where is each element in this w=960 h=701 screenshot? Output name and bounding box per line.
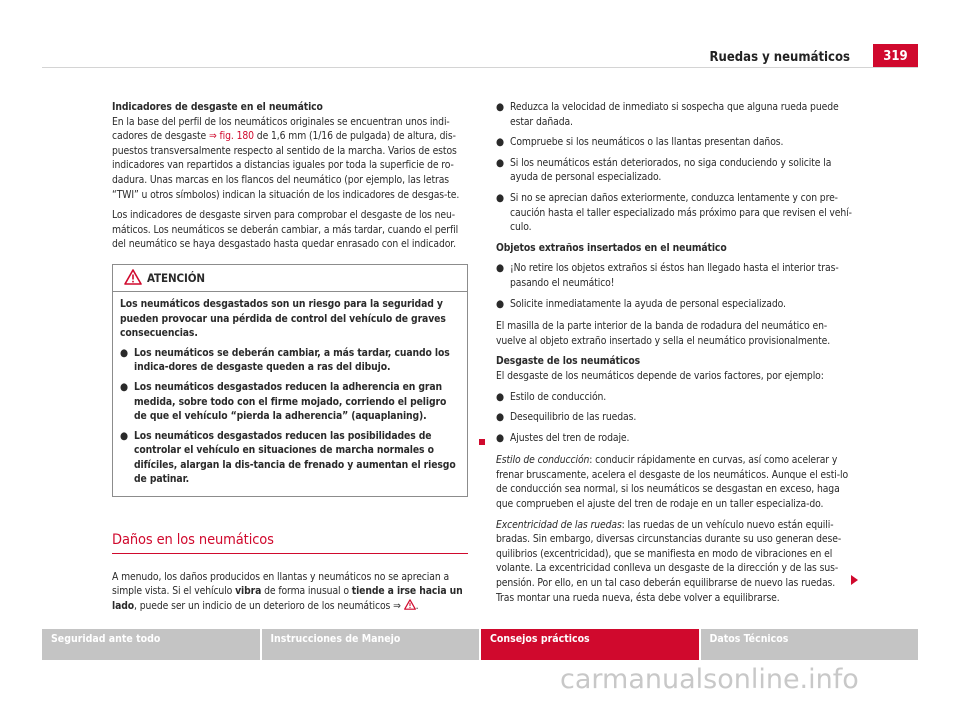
warning-body — [113, 292, 467, 496]
tab-seguridad[interactable]: Seguridad ante todo — [42, 629, 260, 660]
warning-title: ATENCIÓN — [147, 270, 205, 285]
right-column — [496, 100, 854, 611]
footer-navigation — [42, 629, 918, 660]
tab-datos[interactable]: Datos Técnicos — [701, 629, 919, 660]
page-number: 319 — [873, 44, 918, 68]
list-item: ● Compruebe si los neumáticos o las llantas presentan daños. — [496, 136, 784, 149]
paragraph-tire-damage: A menudo, los daños producidos en llantas y neumáticos no se aprecian a simple vista. Si el vehículo vibra de forma inusual o tiende a irse hacia un lado, puede ser un indicio de un deterioro de los neumáticos ⇒ . — [112, 570, 463, 612]
header-divider — [42, 67, 918, 68]
warning-bullet: ● Los neumáticos desgastados reducen la adherencia en gran medida, sobre todo con el firme mojado, corriendo el peligro de que el vehículo “pierda la adherencia” (aquaplaning). — [120, 380, 447, 423]
paragraph-wheel-imbalance: Excentricidad de las ruedas: las ruedas de un vehículo nuevo están equili-bradas. Sin embargo, diversas circunstancias durante su uso generan dese-quilibrios (excentricidad), que se manifiesta en modo de vibraciones en el volante. La excentricidad conlleva un desgaste de la dirección y de las sus-pensión. Por ello, en un tal caso deberán equilibrarse de nuevo las ruedas. Tras montar una rueda nueva, ésta debe volver a equilibrarse. — [496, 518, 842, 604]
paragraph-wear-check: Los indicadores de desgaste sirven para comprobar el desgaste de los neu-máticos. Los neumáticos se deberán cambiar, a más tardar, cuando el perfil del neumático se haya desgastado hasta quedar enrasado con el indicador. — [112, 209, 459, 251]
list-item: ● Estilo de conducción. — [496, 390, 607, 403]
paragraph-sealant: El masilla de la parte interior de la banda de rodadura del neumático en-vuelve al objeto extraño insertado y sella el neumático provisionalmente. — [496, 320, 831, 347]
warning-header — [113, 265, 467, 292]
tab-consejos[interactable]: Consejos prácticos — [481, 629, 699, 660]
list-item: ● Ajustes del tren de rodaje. — [496, 431, 630, 444]
section-end-marker — [479, 439, 485, 445]
heading-tire-wear: Desgaste de los neumáticos — [496, 355, 640, 368]
warning-triangle-icon — [124, 269, 142, 285]
heading-wear-indicators: Indicadores de desgaste en el neumático — [112, 101, 323, 113]
paragraph-wear-indicators: En la base del perfil de los neumáticos originales se encuentran unos indi-cadores de desgaste ⇒ fig. 180 de 1,6 mm (1/16 de pulgada) de altura, dis-puestos transversalmente respecto al sentido de la marcha. Varios de estos indicadores van repartidos a distancias iguales por toda la superficie de ro-dadura. Unas marcas en los flancos del neumático (por ejemplo, las letras “TWI” u otros símbolos) indican la situación de los indicadores de desgas-te. — [112, 115, 460, 201]
figure-link[interactable]: ⇒ fig. 180 — [208, 130, 254, 143]
list-item: ● Reduzca la velocidad de inmediato si sospecha que alguna rueda puede estar dañada. — [496, 101, 839, 128]
left-column — [112, 100, 468, 619]
paragraph-driving-style: Estilo de conducción: conducir rápidamente en curvas, así como acelerar y frenar bruscamente, acelera el desgaste de los neumáticos. Aunque el esti-lo de conducción sea normal, si los neumáticos se desgastan en exceso, haga que comprueben el ajuste del tren de rodaje en un taller especializa-do. — [496, 454, 849, 511]
warning-box — [112, 264, 468, 497]
list-item: ● Desequilibrio de las ruedas. — [496, 411, 637, 424]
heading-foreign-objects: Objetos extraños insertados en el neumático — [496, 241, 727, 254]
paragraph-wear-factors: El desgaste de los neumáticos depende de varios factores, por ejemplo: — [496, 369, 824, 382]
warning-bullet: ● Los neumáticos desgastados reducen las posibilidades de controlar el vehículo en situaciones de marcha normales o difíciles, alargan la dis-tancia de frenado y aumentan el riesgo de patinar. — [120, 429, 456, 486]
tab-instrucciones[interactable]: Instrucciones de Manejo — [262, 629, 480, 660]
section-title-tire-damage: Daños en los neumáticos — [112, 533, 468, 554]
warning-intro: Los neumáticos desgastados son un riesgo para la seguridad y pueden provocar una pérdida de control del vehículo de graves consecuencias. — [120, 297, 446, 340]
list-item: ● Solicite inmediatamente la ayuda de personal especializado. — [496, 297, 786, 310]
list-item: ● ¡No retire los objetos extraños si éstos han llegado hasta el interior tras-pasando el neumático! — [496, 262, 839, 289]
list-item: ● Si no se aprecian daños exteriormente, conduzca lentamente y con pre-caución hasta el taller especializado más próximo para que revisen el vehí-culo. — [496, 191, 852, 234]
warning-bullet: ● Los neumáticos se deberán cambiar, a más tardar, cuando los indica-dores de desgaste queden a ras del dibujo. — [120, 346, 450, 374]
chapter-title: Ruedas y neumáticos — [709, 50, 850, 65]
continue-arrow-icon — [851, 575, 858, 585]
list-item: ● Si los neumáticos están deteriorados, no siga conduciendo y solicite la ayuda de personal especializado. — [496, 156, 832, 184]
watermark: carmanualsonline.info — [560, 664, 859, 695]
warning-reference-icon[interactable] — [404, 599, 416, 610]
